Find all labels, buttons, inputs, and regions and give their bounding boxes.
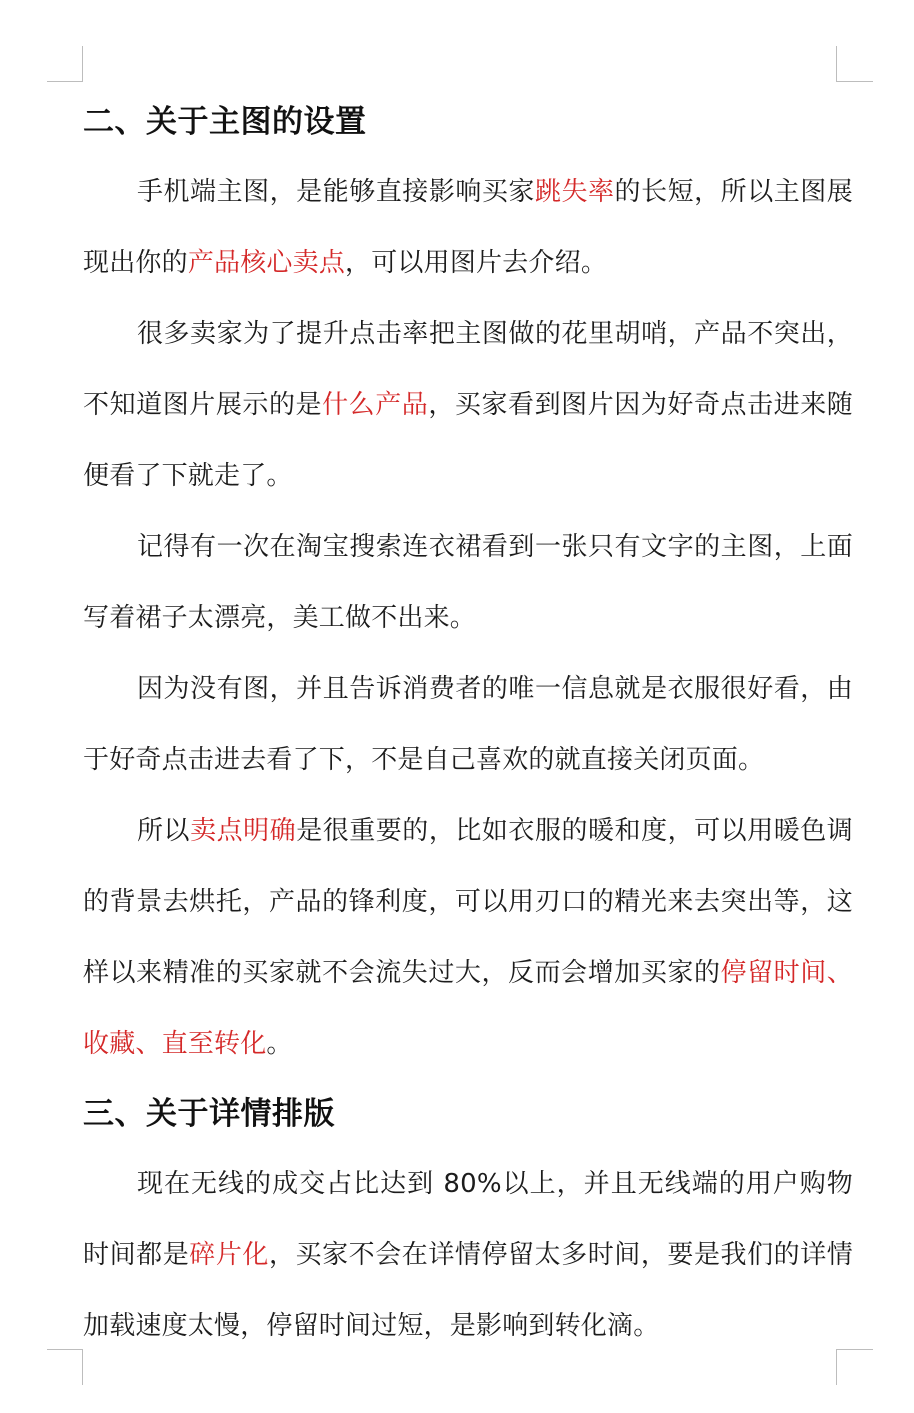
text-segment: 现在无线的成交占比达到 80%以上，并且无线端的用户购物时间都是 xyxy=(83,1169,853,1270)
text-segment: 很多卖家为了提升点击率把主图做的花里胡哨，产品不突出，不知道图片展示的是 xyxy=(83,319,853,420)
paragraph xyxy=(83,157,853,299)
section-heading-detail-layout: 三、关于详情排版 xyxy=(83,1096,335,1132)
section-heading-main-image: 二、关于主图的设置 xyxy=(83,104,367,140)
text-segment: 是很重要的，比如衣服的暖和度，可以用暖色调的背景去烘托，产品的锋利度，可以用刃口的精光来去突出等，这样以来精准的买家就不会流失过大，反而会增加买家的 xyxy=(83,816,853,988)
highlighted-text: 产品核心卖点 xyxy=(187,248,346,278)
text-segment: 手机端主图，是能够直接影响买家 xyxy=(137,177,535,207)
text-segment: 因为没有图，并且告诉消费者的唯一信息就是衣服很好看，由于好奇点击进去看了下，不是自己喜欢的就直接关闭页面。 xyxy=(83,674,853,775)
crop-mark-top-left-h xyxy=(47,81,83,82)
highlighted-text: 卖点明确 xyxy=(190,816,297,846)
text-segment: 的长短，所以主图展现出你的 xyxy=(83,177,853,278)
paragraph xyxy=(83,512,853,654)
paragraph xyxy=(83,299,853,512)
paragraph xyxy=(83,654,853,796)
highlighted-text: 跳失率 xyxy=(534,177,615,207)
crop-mark-top-left-v xyxy=(82,46,83,82)
crop-mark-top-right-h xyxy=(837,81,873,82)
document-body xyxy=(83,98,853,1362)
crop-mark-bottom-left-h xyxy=(47,1349,83,1350)
paragraph xyxy=(83,1149,853,1362)
crop-mark-top-right-v xyxy=(836,46,837,82)
text-segment: ，买家不会在详情停留太多时间，要是我们的详情加载速度太慢，停留时间过短，是影响到转化滴。 xyxy=(83,1240,853,1341)
highlighted-text: 碎片化 xyxy=(189,1240,269,1270)
text-segment: 。 xyxy=(266,1029,293,1059)
text-segment: 所以 xyxy=(137,816,191,846)
text-segment: ，可以用图片去介绍。 xyxy=(345,248,608,278)
highlighted-text: 停留时间、收藏、直至转化 xyxy=(83,958,853,1059)
text-segment: 记得有一次在淘宝搜索连衣裙看到一张只有文字的主图，上面写着裙子太漂亮，美工做不出来。 xyxy=(83,532,853,633)
paragraph xyxy=(83,796,853,1080)
highlighted-text: 什么产品 xyxy=(322,390,429,420)
text-segment: ，买家看到图片因为好奇点击进来随便看了下就走了。 xyxy=(83,390,853,491)
